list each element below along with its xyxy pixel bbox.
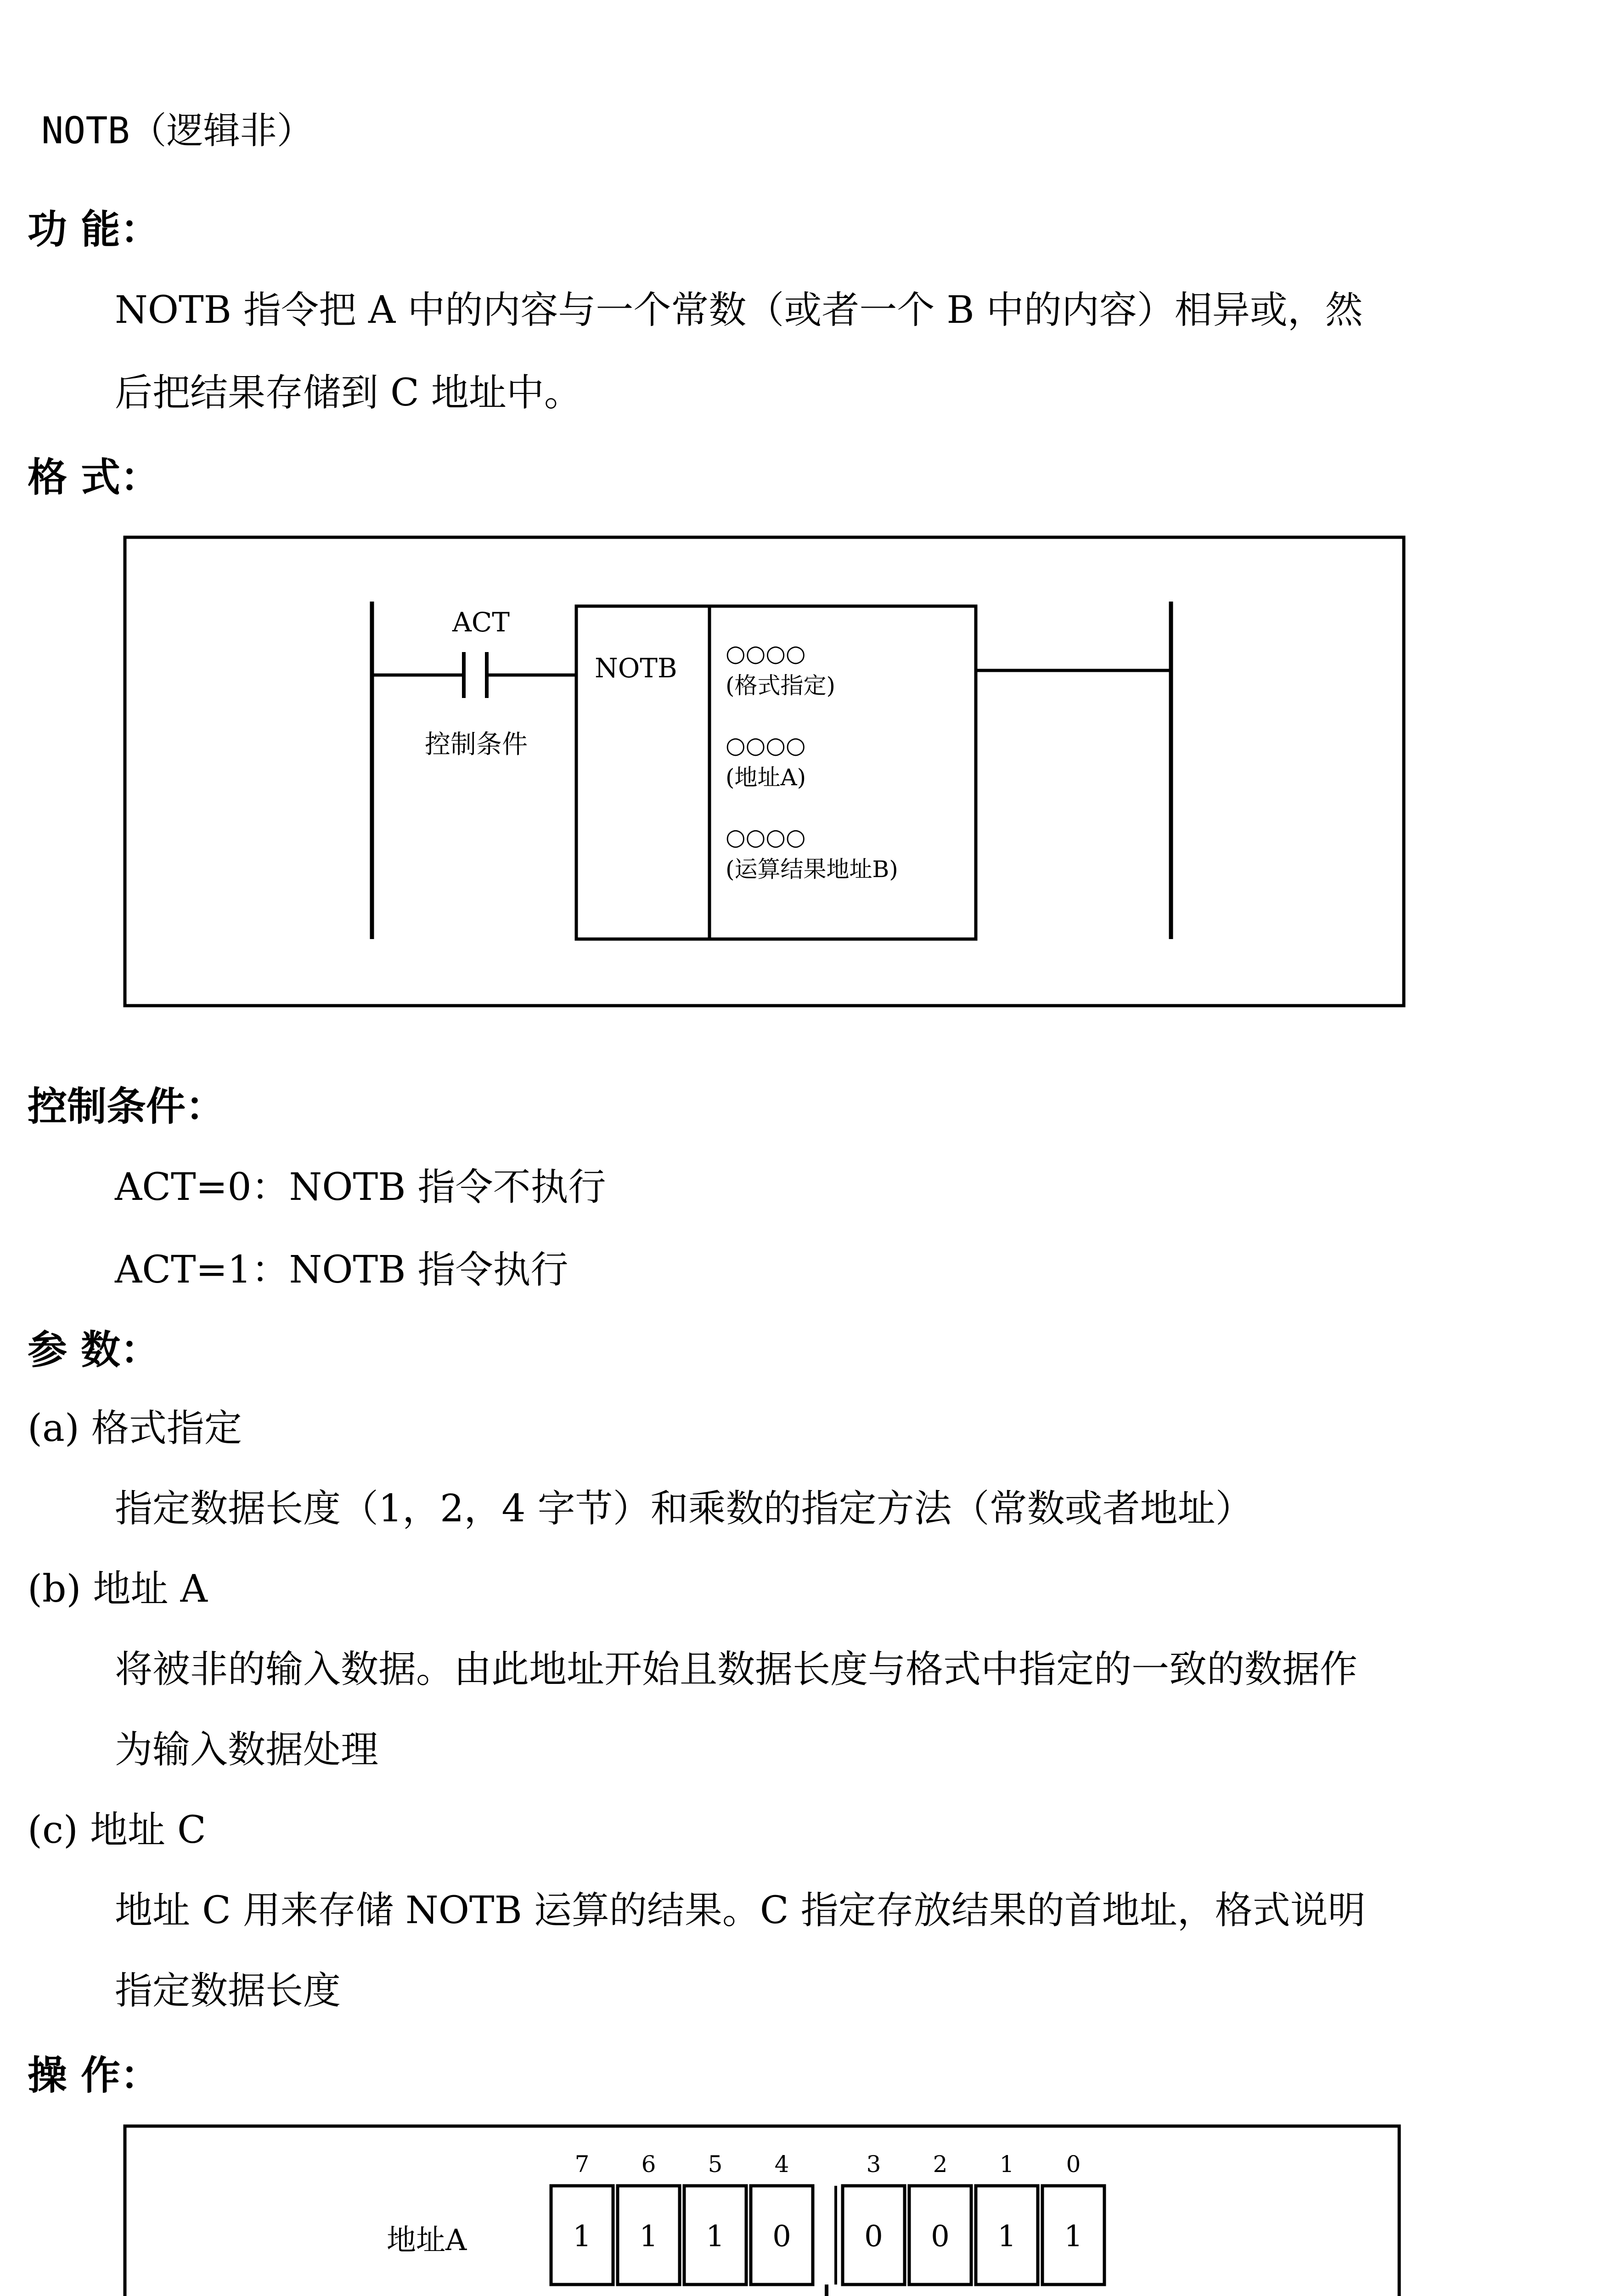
operation-frame — [125, 2126, 1399, 2296]
row-a-bit-value: 0 — [931, 2219, 950, 2254]
params-heading: 参 数： — [28, 1327, 160, 1373]
bit-number-label: 7 — [574, 2151, 590, 2178]
param-format-placeholder: ○○○○ — [726, 640, 806, 667]
operation-heading: 操 作： — [28, 2053, 160, 2099]
param-c-desc-1: 地址 C 用来存储 NOTB 运算的结果。C 指定存放结果的首地址，格式说明 — [115, 1889, 1366, 1932]
row-a-bit-value: 0 — [864, 2219, 883, 2254]
param-address-a-placeholder: ○○○○ — [726, 732, 806, 759]
param-result-placeholder: ○○○○ — [726, 824, 806, 850]
param-address-a-label: (地址A) — [726, 764, 806, 791]
bit-number-label: 5 — [708, 2151, 723, 2178]
row-a-bit-value: 1 — [1064, 2219, 1083, 2254]
param-a-desc: 指定数据长度（1，2，4 字节）和乘数的指定方法（常数或者地址） — [115, 1487, 1253, 1531]
bit-number-label: 4 — [774, 2151, 789, 2178]
bit-number-label: 0 — [1066, 2151, 1081, 2178]
row-a-bit-value: 1 — [997, 2219, 1016, 2254]
param-c-desc-2: 指定数据长度 — [115, 1969, 341, 2013]
block-name: NOTB — [595, 653, 677, 684]
bit-number-label: 1 — [999, 2151, 1014, 2178]
page-title: NOTB（逻辑非） — [41, 109, 314, 152]
function-line-2: 后把结果存储到 C 地址中。 — [115, 371, 582, 415]
param-b-desc-1: 将被非的输入数据。由此地址开始且数据长度与格式中指定的一致的数据作 — [115, 1648, 1358, 1691]
row-a-bit-value: 1 — [706, 2219, 725, 2254]
bit-number-label: 3 — [866, 2151, 881, 2178]
control-heading: 控制条件： — [28, 1084, 225, 1130]
param-b-label: (b) 地址 A — [28, 1567, 208, 1611]
param-result-label: (运算结果地址B) — [726, 856, 898, 883]
param-c-label: (c) 地址 C — [28, 1808, 206, 1852]
row-a-bit-value: 1 — [573, 2219, 591, 2254]
control-line-1: ACT=0：NOTB 指令不执行 — [115, 1165, 606, 1209]
control-line-2: ACT=1：NOTB 指令执行 — [115, 1248, 568, 1292]
param-format-label: (格式指定) — [726, 672, 836, 699]
param-a-label: (a) 格式指定 — [28, 1407, 242, 1450]
row-a-bit-value: 1 — [639, 2219, 658, 2254]
format-heading: 格 式： — [28, 455, 160, 501]
contact-label: ACT — [452, 607, 510, 638]
bit-number-label: 2 — [933, 2151, 948, 2178]
function-heading: 功 能： — [28, 207, 160, 253]
row-a-label: 地址A — [387, 2223, 467, 2257]
bit-number-label: 6 — [641, 2151, 656, 2178]
param-b-desc-2: 为输入数据处理 — [115, 1728, 379, 1772]
function-line-1: NOTB 指令把 A 中的内容与一个常数（或者一个 B 中的内容）相异或，然 — [115, 288, 1363, 332]
row-a-bit-value: 0 — [772, 2219, 791, 2254]
condition-label: 控制条件 — [425, 730, 528, 760]
